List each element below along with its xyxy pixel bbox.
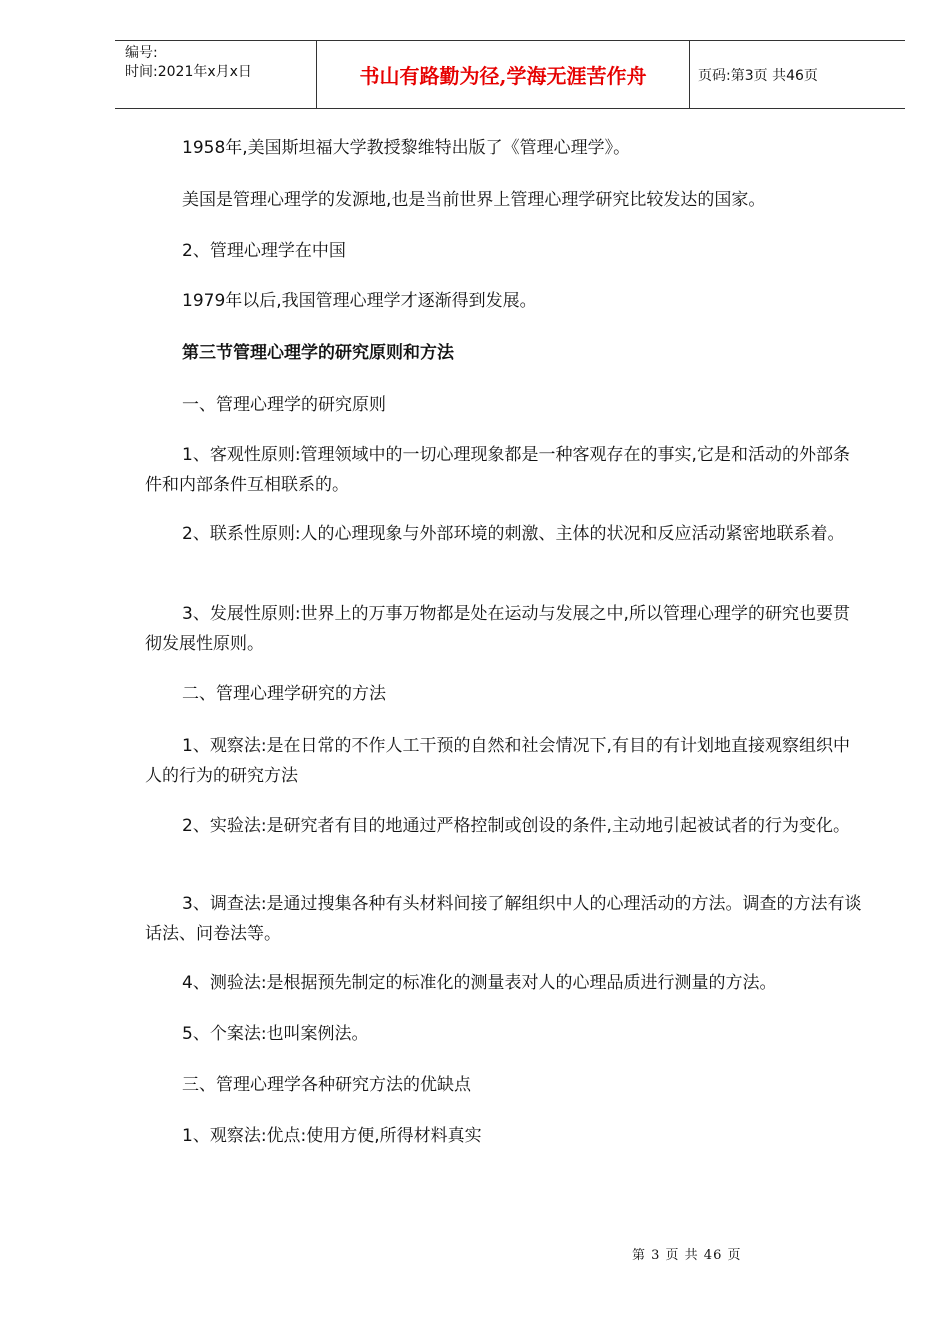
header-page-info: 页码:第3页 共46页 bbox=[698, 67, 818, 84]
paragraph: 二、管理心理学研究的方法 bbox=[182, 684, 386, 704]
paragraph: 5、个案法:也叫案例法。 bbox=[182, 1024, 369, 1044]
paragraph: 一、管理心理学的研究原则 bbox=[182, 395, 386, 415]
paragraph: 1、观察法:优点:使用方便,所得材料真实 bbox=[182, 1126, 482, 1146]
paragraph: 3、调查法:是通过搜集各种有头材料间接了解组织中人的心理活动的方法。调查的方法有谈话法、问卷法等。 bbox=[145, 894, 862, 944]
section-heading: 第三节管理心理学的研究原则和方法 bbox=[182, 343, 454, 363]
page-footer: 第 3 页 共 46 页 bbox=[632, 1248, 742, 1263]
paragraph: 2、联系性原则:人的心理现象与外部环境的刺激、主体的状况和反应活动紧密地联系着。 bbox=[182, 524, 845, 544]
paragraph: 3、发展性原则:世界上的万事万物都是处在运动与发展之中,所以管理心理学的研究也要贯彻发展性原则。 bbox=[145, 604, 850, 654]
header-motto: 书山有路勤为径,学海无涯苦作舟 bbox=[316, 41, 690, 108]
paragraph: 4、测验法:是根据预先制定的标准化的测量表对人的心理品质进行测量的方法。 bbox=[182, 973, 777, 993]
paragraph: 1979年以后,我国管理心理学才逐渐得到发展。 bbox=[182, 291, 537, 311]
paragraph: 美国是管理心理学的发源地,也是当前世界上管理心理学研究比较发达的国家。 bbox=[182, 190, 766, 210]
id-label: 编号: bbox=[125, 45, 158, 61]
document-header bbox=[115, 40, 905, 109]
paragraph: 1、客观性原则:管理领域中的一切心理现象都是一种客观存在的事实,它是和活动的外部条件和内部条件互相联系的。 bbox=[145, 445, 850, 495]
paragraph: 三、管理心理学各种研究方法的优缺点 bbox=[182, 1075, 471, 1095]
paragraph: 2、实验法:是研究者有目的地通过严格控制或创设的条件,主动地引起被试者的行为变化。 bbox=[182, 816, 850, 836]
paragraph: 2、管理心理学在中国 bbox=[182, 241, 346, 261]
time-label: 时间:2021年x月x日 bbox=[125, 64, 252, 80]
paragraph: 1958年,美国斯坦福大学教授黎维特出版了《管理心理学》。 bbox=[182, 138, 631, 158]
paragraph: 1、观察法:是在日常的不作人工干预的自然和社会情况下,有目的有计划地直接观察组织中人的行为的研究方法 bbox=[145, 736, 850, 786]
header-meta bbox=[115, 41, 316, 108]
